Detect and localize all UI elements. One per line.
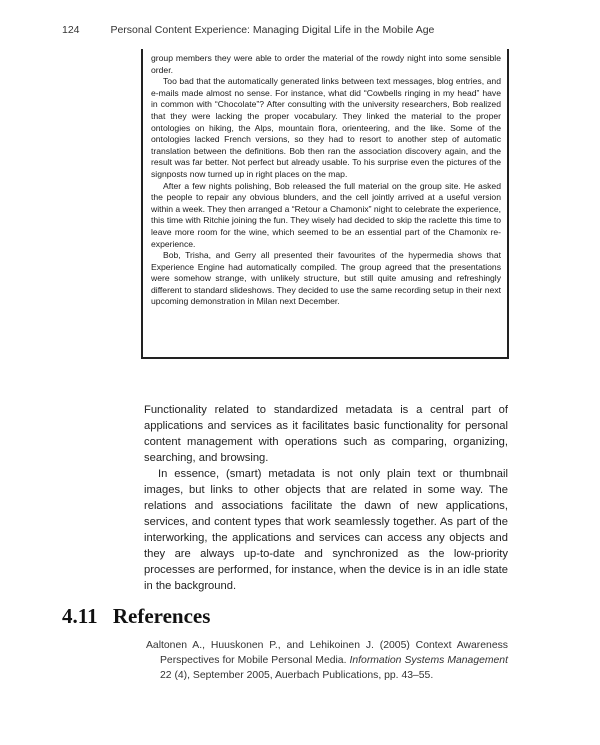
- sidebar-story-box: [141, 49, 509, 359]
- box-paragraph: After a few nights polishing, Bob released the full material on the group site. He asked the people to repair any obvious blunders, and the cell jointly arrived at a useful version within a week. They then arranged a “Retour a Chamonix” night to celebrate the experience, this time with Ritchie joining the fun. They wisely had decided to skip the raclette this time to leave more room for the wine, which seemed to be an essential part of the Chamonix re-experience.: [151, 180, 501, 249]
- body-text: [144, 402, 508, 594]
- reference-list: [146, 638, 508, 683]
- box-paragraph: group members they were able to order the material of the rowdy night into some sensible order.: [151, 53, 501, 75]
- section-title: References: [112, 604, 211, 628]
- section-number: 4.11: [62, 604, 98, 628]
- reference-entry: [146, 638, 508, 683]
- section-heading: [62, 604, 210, 629]
- box-paragraph: Too bad that the automatically generated links between text messages, blog entries, and e-mails made almost no sense. For instance, what did “Cowbells ringing in my head” have in common with “Chocolate”? After consulting with the university researchers, Bob realized that they were lacking the proper vocabulary. They linked the material to the proper ontologies on hiking, the Alps, mountain flora, orienteering, and the like. Some of the ontologies lacked French versions, so they had to resort to another step of automatic translation between the definitions. Bob then ran the association discovery again, and the result was far better. Not perfect but already usable. To his surprise even the pictures of the signposts now turned up in right places on the map.: [151, 76, 501, 179]
- running-title: Personal Content Experience: Managing Digital Life in the Mobile Age: [110, 24, 435, 36]
- page-number: 124: [62, 24, 80, 36]
- reference-authors: Aaltonen A., Huuskonen P., and Lehikoinen J. (2005) Context Awareness Perspectives for Mobile Personal Media.: [146, 640, 508, 666]
- box-paragraph: Bob, Trisha, and Gerry all presented their favourites of the hypermedia shows that Experience Engine had automatically compiled. The group agreed that the presentations were somehow strange, with unlikely structure, but still quite amusing and refreshingly different to standard slideshows. They decided to use the same recording setup in their next upcoming demonstration in Milan next December.: [151, 250, 501, 307]
- reference-journal: Information Systems Management: [349, 655, 508, 666]
- body-paragraph: In essence, (smart) metadata is not only plain text or thumbnail images, but links to other objects that are related in some way. The relations and associations facilitate the dawn of new applications, services, and content types that work seamlessly together. As part of the interworking, the applications and services can access any objects and they are always up-to-date and synchronized as the low-priority processes are performed, for instance, when the device is in an idle state in the background.: [144, 468, 508, 592]
- running-header: [62, 24, 434, 36]
- body-paragraph: Functionality related to standardized metadata is a central part of applications and services as it facilitates basic functionality for personal content management with operations such as comparing, organizing, searching, and browsing.: [144, 404, 508, 464]
- reference-details: 22 (4), September 2005, Auerbach Publications, pp. 43–55.: [160, 670, 434, 681]
